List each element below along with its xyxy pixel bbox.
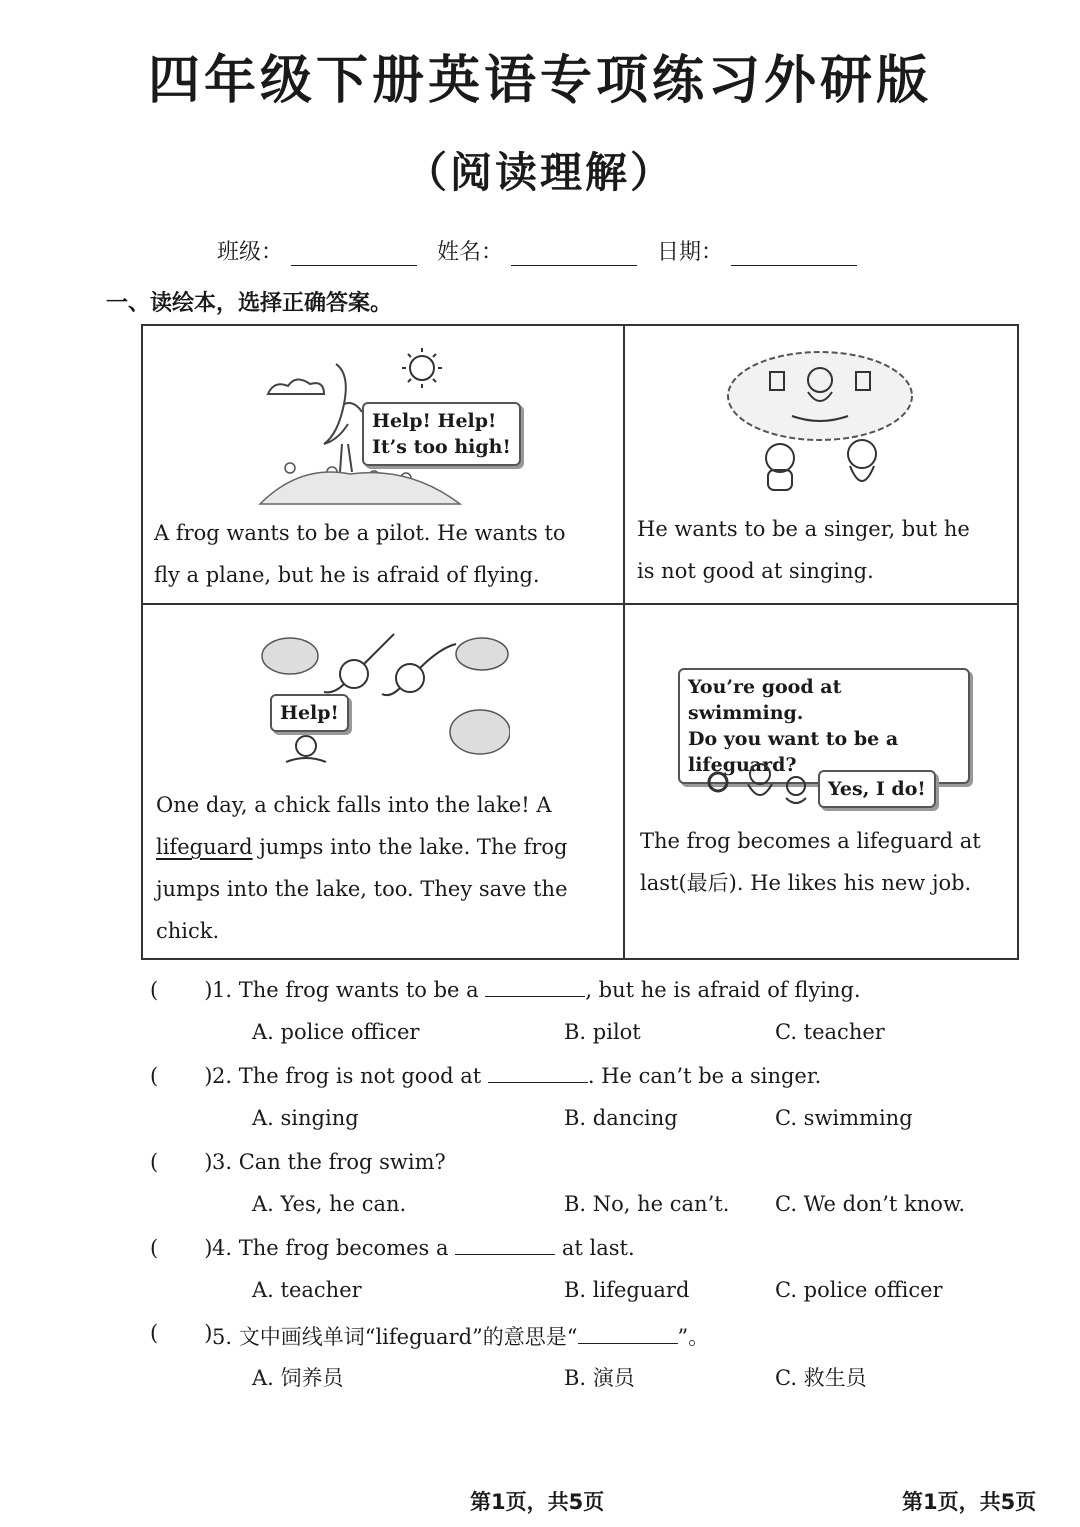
question-1 bbox=[150, 978, 1030, 1008]
q3-option-a[interactable]: A. Yes, he can. bbox=[252, 1192, 407, 1216]
q5-option-c[interactable]: C. 救生员 bbox=[775, 1366, 867, 1390]
student-info-line bbox=[0, 226, 1080, 266]
q3-option-c[interactable]: C. We don’t know. bbox=[775, 1192, 966, 1216]
grid-divider-horizontal bbox=[141, 603, 1019, 605]
answer-paren-2[interactable]: ( ) bbox=[150, 1064, 213, 1088]
answer-blank-5[interactable] bbox=[578, 1325, 678, 1344]
question-5-options bbox=[0, 1362, 1080, 1392]
panel4-bubble-line2: Do you want to be a bbox=[688, 728, 899, 750]
life-ring-icon bbox=[709, 773, 727, 791]
chick-icon bbox=[286, 736, 326, 762]
sun-icon bbox=[402, 348, 442, 388]
panel2-text-line1: He wants to be a singer, but he bbox=[637, 517, 970, 541]
panel3-text-line2-rest: jumps into the lake. The frog bbox=[252, 835, 568, 859]
answer-paren-3[interactable]: ( ) bbox=[150, 1150, 213, 1174]
frog-lifeguard-icon bbox=[748, 764, 772, 795]
q2-option-a[interactable]: A. singing bbox=[252, 1106, 359, 1130]
answer-blank-4[interactable] bbox=[455, 1236, 555, 1255]
q4-option-c[interactable]: C. police officer bbox=[775, 1278, 943, 1302]
date-blank[interactable] bbox=[731, 241, 857, 266]
chick-friend-icon bbox=[786, 777, 806, 803]
q1-option-b[interactable]: B. pilot bbox=[564, 1020, 641, 1044]
panel4-text-line1: The frog becomes a lifeguard at bbox=[640, 829, 981, 853]
page-title: 四年级下册英语专项练习外研版 bbox=[147, 51, 932, 111]
panel1-bubble-line1: Help! Help! bbox=[372, 410, 497, 432]
panel2-text bbox=[637, 508, 1009, 592]
bird-listener-icon bbox=[848, 440, 876, 481]
name-field bbox=[437, 235, 643, 266]
panel3-text-line3: jumps into the lake, too. They save the bbox=[156, 877, 568, 901]
q3-option-b[interactable]: B. No, he can’t. bbox=[564, 1192, 730, 1216]
name-blank[interactable] bbox=[511, 241, 637, 266]
question-2 bbox=[150, 1064, 1030, 1094]
question-1-options bbox=[0, 1020, 1080, 1050]
name-label: 姓名： bbox=[436, 240, 503, 265]
panel3-text-line2 bbox=[156, 826, 616, 868]
question-3-text: 3. Can the frog swim? bbox=[212, 1150, 446, 1174]
question-5 bbox=[150, 1321, 1030, 1351]
question-3-options bbox=[0, 1192, 1080, 1222]
answer-blank-2[interactable] bbox=[488, 1064, 588, 1083]
question-2-text: 2. The frog is not good at . He can’t be a singer. bbox=[212, 1064, 822, 1088]
q1-option-a[interactable]: A. police officer bbox=[252, 1020, 420, 1044]
panel1-text-line2: fly a plane, but he is afraid of flying. bbox=[154, 563, 540, 587]
diving-frog-icon bbox=[324, 634, 394, 692]
date-label: 日期： bbox=[657, 240, 724, 265]
panel4-reply-bubble: Yes, I do! bbox=[818, 770, 936, 808]
question-4-text: 4. The frog becomes a at last. bbox=[212, 1236, 635, 1260]
ground-icon bbox=[260, 472, 460, 504]
q1-option-c[interactable]: C. teacher bbox=[775, 1020, 885, 1044]
q5-option-b[interactable]: B. 演员 bbox=[564, 1366, 635, 1390]
panel4-bubble-line1: You’re good at swimming. bbox=[688, 676, 842, 724]
q2-option-b[interactable]: B. dancing bbox=[564, 1106, 678, 1130]
panel4-text-line2: last(最后). He likes his new job. bbox=[640, 871, 972, 895]
answer-paren-5[interactable]: ( ) bbox=[150, 1321, 213, 1345]
thought-bubble-icon bbox=[728, 352, 912, 440]
question-4-options bbox=[0, 1278, 1080, 1308]
lily-pad-icon bbox=[450, 710, 510, 754]
class-label: 班级： bbox=[216, 240, 283, 265]
q2-option-c[interactable]: C. swimming bbox=[775, 1106, 913, 1130]
panel1-bubble-line2: It’s too high! bbox=[372, 436, 511, 458]
bird-icon bbox=[324, 364, 362, 472]
cloud-icon bbox=[268, 379, 324, 394]
answer-paren-4[interactable]: ( ) bbox=[150, 1236, 213, 1260]
class-blank[interactable] bbox=[291, 241, 417, 266]
panel4-illustration bbox=[700, 758, 814, 810]
date-field bbox=[657, 235, 863, 266]
diving-lifeguard-icon bbox=[382, 644, 456, 695]
panel1-text-line1: A frog wants to be a pilot. He wants to bbox=[154, 521, 566, 545]
grid-divider-vertical bbox=[623, 324, 625, 960]
bear-icon bbox=[766, 444, 794, 490]
page-number-right: 第1页，共5页 bbox=[902, 1490, 1037, 1514]
underlined-word-lifeguard: lifeguard bbox=[156, 835, 253, 859]
answer-blank-1[interactable] bbox=[485, 978, 585, 997]
panel3-text bbox=[156, 784, 616, 952]
panel4-bubble-line3: lifeguard? bbox=[688, 754, 797, 776]
panel4-text bbox=[640, 820, 1010, 904]
panel2-illustration bbox=[722, 346, 918, 496]
answer-paren-1[interactable]: ( ) bbox=[150, 978, 213, 1002]
question-3 bbox=[150, 1150, 1030, 1180]
page-number-left: 第1页，共5页 bbox=[470, 1490, 605, 1514]
lily-pad-icon bbox=[456, 638, 508, 670]
q4-option-a[interactable]: A. teacher bbox=[252, 1278, 362, 1302]
question-1-text: 1. The frog wants to be a , but he is afraid of flying. bbox=[212, 978, 861, 1002]
question-5-text: 5. 文中画线单词“lifeguard”的意思是“ ”。 bbox=[212, 1325, 710, 1349]
question-4 bbox=[150, 1236, 1030, 1266]
question-2-options bbox=[0, 1106, 1080, 1136]
class-field bbox=[217, 235, 423, 266]
panel3-text-line4: chick. bbox=[156, 919, 220, 943]
q5-option-a[interactable]: A. 饲养员 bbox=[252, 1366, 344, 1390]
panel3-text-line1: One day, a chick falls into the lake! A bbox=[156, 793, 552, 817]
panel1-speech-bubble bbox=[362, 402, 521, 466]
section-heading: 一、读绘本，选择正确答案。 bbox=[106, 291, 393, 316]
lily-pad-icon bbox=[262, 638, 318, 674]
q4-option-b[interactable]: B. lifeguard bbox=[564, 1278, 690, 1302]
panel2-text-line2: is not good at singing. bbox=[637, 559, 874, 583]
page-subtitle: （阅读理解） bbox=[404, 148, 675, 197]
panel3-speech-bubble: Help! bbox=[270, 694, 349, 732]
panel1-text bbox=[154, 512, 616, 596]
